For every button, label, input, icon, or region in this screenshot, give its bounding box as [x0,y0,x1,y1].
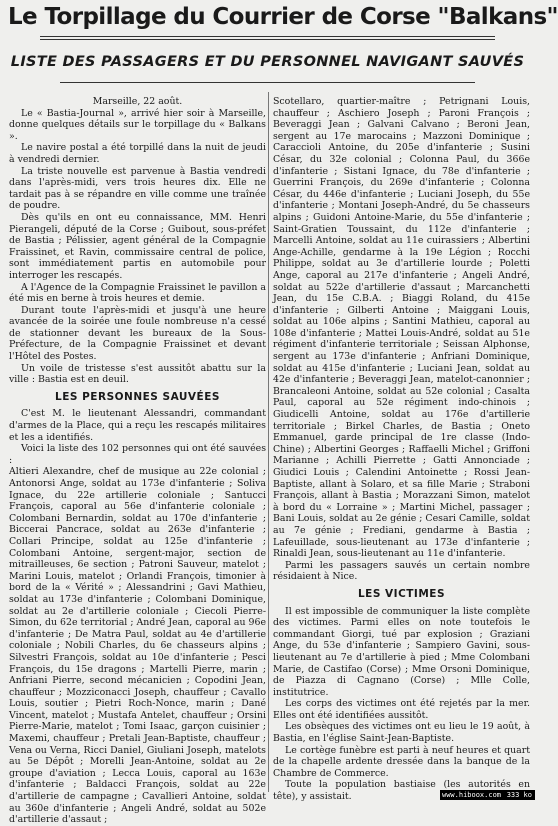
article-paragraph: Un voile de tristesse s'est aussitôt abattu sur la ville : Bastia est en deuil. [9,362,266,386]
article-paragraph: Le cortège funèbre est parti à neuf heures et quart de la chapelle ardente dressée dans la banque de la Chambre de Commerce. [273,744,530,779]
subheadline: LISTE DES PASSAGERS ET DU PERSONNEL NAVIGANT SAUVÉS [10,54,525,70]
article-paragraph: Voici la liste des 102 personnes qui ont été sauvées : [9,443,266,466]
survivor-list: Altieri Alexandre, chef de musique au 22e colonial ; Antonorsi Ange, soldat au 173e d'infanterie ; Soliva Ignace, du 22e artillerie coloniale ; Santucci François, caporal au 56e d'infanterie coloniale ; Colombani Bernardin, soldat au 170e d'infanterie ; Biccerai Pancrace, soldat au 263e d'infanterie ; Collari Principe, soldat au 125e d'infanterie ; Colombani Antoine, sergent-major, section de mitrailleuses, 6e section ; Patroni Sauveur, matelot ; Marini Louis, matelot ; Orlandi François, timonier à bord de la « Vérité » ; Alessandrini ; Gavi Mathieu, soldat au 173e d'infanterie ; Colombani Dominique, soldat au 2e d'artillerie coloniale ; Ciecoli Pierre-Simon, du 62e territorial ; André Jean, caporal au 96e d'infanterie ; De Matra Paul, soldat au 4e d'artillerie coloniale ; Nobili Charles, du 6e chasseurs alpins ; Silvestri François, soldat au 10e d'infanterie ; Pesci François, du 15e dragons ; Martelli Pierre, marin ; Anfriani Pierre, second mécanicien ; Copodini Jean, chauffeur ; Mozziconacci Joseph, chauffeur ; Cavallo Louis, soutier ; Pietri Roch-Nonce, marin ; Dané Vincent, matelot ; Mustafa Antelet, chauffeur ; Orsini Pierre-Marie, matelot ; Tomi Isaac, garçon cuisinier ; Maxemi, chauffeur ; Pretali Jean-Baptiste, chauffeur ; Vena ou Verna, Ricci Daniel, Giuliani Joseph, matelots au 5e Dépôt ; Morelli Jean-Antoine, soldat au 2e groupe d'aviation ; Lecca Louis, caporal au 163e d'infanterie ; Baldacci François, soldat au 22e d'artillerie de campagne ; Cavallieri Antoine, soldat au 360e d'infanterie ; Angeli André, soldat au 502e d'artillerie d'assaut ; [9,466,266,826]
article-paragraph: Il est impossible de communiquer la liste complète des victimes. Parmi elles on note toutefois le commandant Giorgi, tué par explosion ; Graziani Ange, du 53e d'infanterie ; Sampiero Gavini, sous-lieutenant au 7e d'artillerie à pied ; Mme Colombani Marie, de Castifao (Corse) ; Mme Orsoni Dominique, de Piazza di Cagnano (Corse) ; Mlle Colle, institutrice. [273,605,530,698]
article-paragraph: C'est M. le lieutenant Alessandri, commandant d'armes de la Place, qui a reçu les rescapés militaires et les a identifiés. [9,408,266,443]
article-paragraph: Les obsèques des victimes ont eu lieu le 19 août, à Bastia, en l'église Saint-Jean-Baptiste. [273,721,530,745]
file-size: 333 ko [506,791,532,799]
section-heading-sauves: LES PERSONNES SAUVÉES [55,390,220,403]
article-paragraph: A l'Agence de la Compagnie Fraissinet le pavillon a été mis en berne à trois heures et demie. [9,281,266,305]
headline-rule-lower [40,39,495,40]
subheadline-rule [60,82,475,83]
article-paragraph: La triste nouvelle est parvenue à Bastia vendredi dans l'après-midi, vers trois heures dix. Elle ne tardait pas à se répandre en ville comme une traînée de poudre. [9,165,266,212]
article-paragraph: Le « Bastia-Journal », arrivé hier soir à Marseille, donne quelques détails sur le torpillage du « Balkans ». [9,107,266,142]
headline: Le Torpillage du Courrier de Corse "Balkans" [8,4,558,30]
article-paragraph: Durant toute l'après-midi et jusqu'à une heure avancée de la soirée une foule nombreuse n'a cessé de stationner devant les bureaux de la Sous-Préfecture, de la Compagnie Fraissinet et devant l'Hôtel des Postes. [9,304,266,363]
headline-rule [40,36,495,37]
dateline: Marseille, 22 août. [92,96,183,107]
article-paragraph: Parmi les passagers sauvés un certain nombre résidaient à Nice. [273,559,530,583]
article-paragraph: Les corps des victimes ont été rejetés par la mer. Elles ont été identifiées aussitôt. [273,698,530,721]
host-url: www.hiboox.com [442,791,502,799]
article-paragraph: Toute la population bastiaise (les autorités en tête), y assistait. [273,779,530,803]
section-heading-victimes: LES VICTIMES [357,587,446,600]
host-watermark-bar [440,790,535,800]
article-paragraph: Le navire postal a été torpillé dans la nuit de jeudi à vendredi dernier. [9,142,266,165]
left-column [9,96,266,826]
survivor-list-continued: Scotellaro, quartier-maître ; Petrignani Louis, chauffeur ; Aschiero Joseph ; Paroni François ; Beveraggi Jean ; Galvani Calvano ; Beroni Jean, sergent au 17e marocains ; Mazzoni Dominique ; Caraccioli Antoine, du 205e d'infanterie ; Susini César, du 32e colonial ; Colonna Paul, du 366e d'infanterie ; Sistani Ignace, du 78e d'infanterie ; Guerrini François, du 269e d'infanterie ; Colonna César, du 446e d'infanterie ; Luciani Joseph, du 55e d'infanterie ; Montani Joseph-André, du 5e chasseurs alpins ; Guidoni Antoine-Marie, du 55e d'infanterie ; Saint-Gratien Toussaint, du 112e d'infanterie ; Marcelli Antoine, soldat au 11e cuirassiers ; Albertini Ange-Achille, gendarme à la 19e Légion ; Rocchi Philippe, soldat au 3e d'artillerie lourde ; Poletti Ange, caporal au 217e d'infanterie ; Angeli André, soldat au 522e d'artillerie d'assaut ; Marcanchetti Jean, du 15e C.B.A. ; Biaggi Roland, du 415e d'infanterie ; Gilberti Antoine ; Maiggani Louis, soldat au 106e alpins ; Santini Mathieu, caporal au 108e d'infanterie ; Mattei Louis-André, soldat au 51e régiment d'infanterie territoriale ; Seissan Alphonse, sergent au 173e d'infanterie ; Anfriani Dominique, soldat au 415e d'infanterie ; Luciani Jean, soldat au 42e d'infanterie ; Beveraggi Jean, matelot-canonnier ; Brancaleoni Antoine, soldat au 52e colonial ; Casalta Paul, caporal au 52e régiment indo-chinois ; Giudicelli Antoine, soldat au 176e d'artillerie territoriale ; Birkel Charles, de Bastia ; Oneto Emmanuel, garde principal de 1re classe (Indo-Chine) ; Albertini Georges ; Raffaelli Michel ; Griffoni Marianne ; Achilli Pierrette ; Gatti Annonciade ; Giudici Louis ; Calendini Antoinette ; Rossi Jean-Baptiste, allant à Solaro, et sa fille Marie ; Straboni François, allant à Bastia ; Morazzani Simon, matelot à bord du « Lorraine » ; Martini Michel, passager ; Bani Louis, soldat au 2e génie ; Cesari Camille, soldat au 7e génie ; Frediani, gendarme à Bastia ; Lafeuillade, sous-lieutenant au 173e d'infanterie ; Rinaldi Jean, sous-lieutenant au 11e d'infanterie. [273,96,530,560]
article-paragraph: Dès qu'ils en ont eu connaissance, MM. Henri Pierangeli, député de la Corse ; Guibout, sous-préfet de Bastia ; Pélissier, agent général de la Compagnie Fraissinet, et Ravin, commissaire central de police, sont immédiatement partis en automobile pour interroger les rescapés. [9,211,266,281]
column-divider [268,92,269,792]
